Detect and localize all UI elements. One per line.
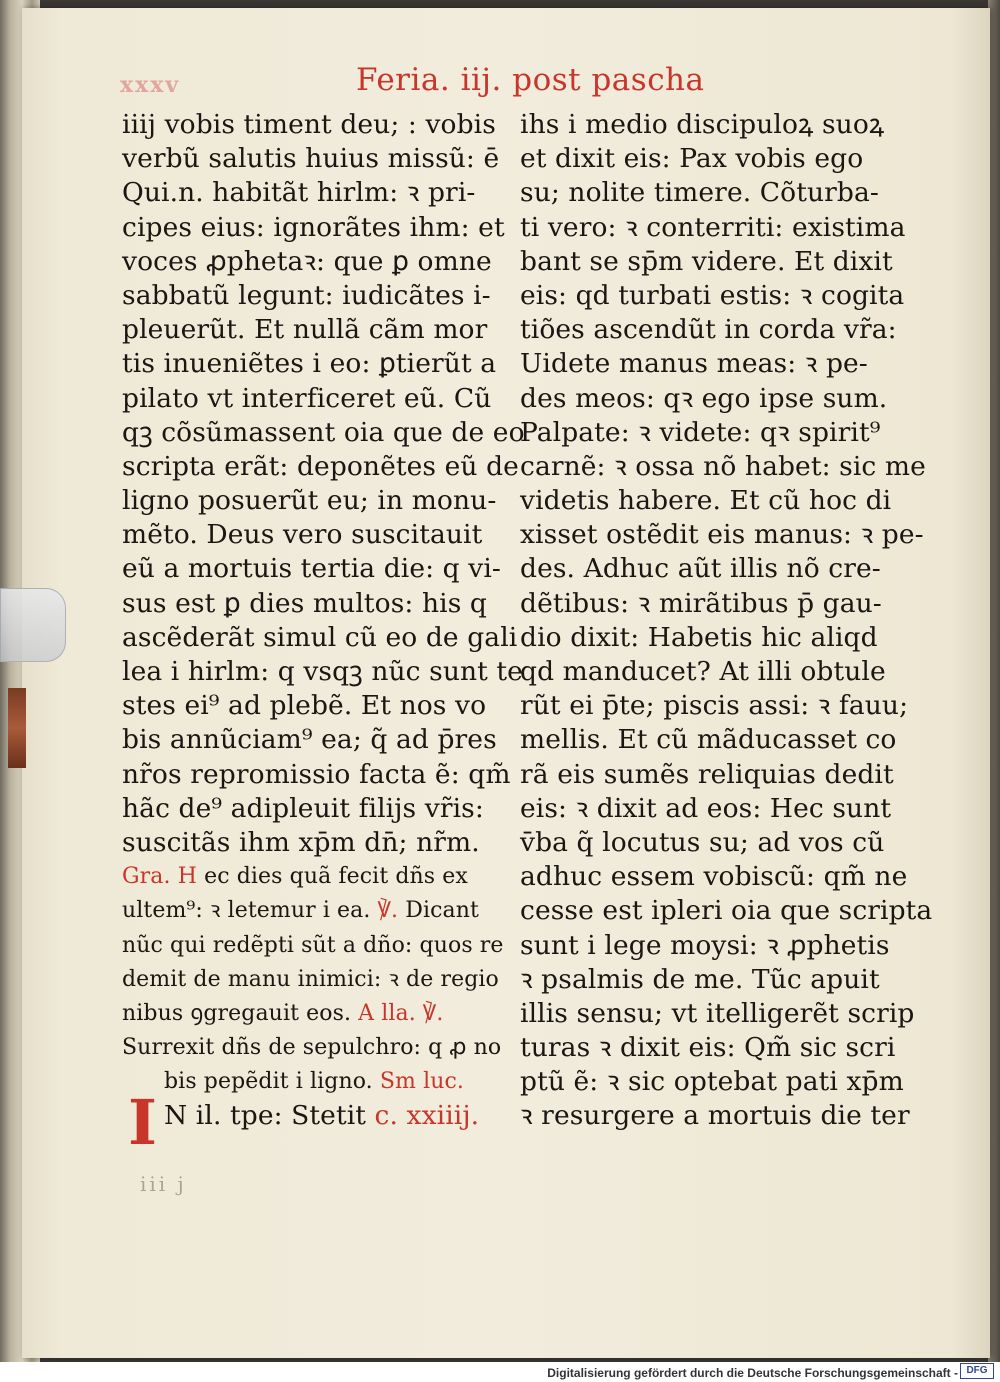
line-text: illis sensu; vt itelligerẽt scrip (520, 997, 915, 1029)
line-text: qꝫ cõsũmassent oia que de eo (122, 416, 525, 448)
line-text: mellis. Et cũ mãducasset co (520, 724, 897, 756)
text-line (122, 313, 517, 347)
text-line (122, 382, 517, 416)
rubric-text: Gra. H (122, 864, 197, 890)
line-text: pilato vt interficeret eũ. Cũ (122, 382, 492, 414)
text-line (520, 1031, 915, 1065)
line-text: Dicant (398, 898, 479, 924)
line-text: Qui.n. habitãt hirlm: ꝛ pri- (122, 177, 476, 209)
signature-mark: iii j (140, 1172, 187, 1196)
folio-number: xxxv (120, 72, 181, 98)
bookmark-tab (0, 588, 66, 662)
text-line (122, 1065, 517, 1099)
text-line (520, 313, 915, 347)
text-line (520, 450, 926, 484)
text-line (122, 723, 517, 757)
line-text: eis: ꝛ dixit ad eos: Hec sunt (520, 792, 892, 824)
line-text: ꝛ psalmis de me. Tũc apuit (520, 963, 880, 995)
text-line (122, 997, 517, 1031)
text-line (520, 142, 915, 176)
text-line (122, 518, 517, 552)
text-line (122, 484, 517, 518)
line-text: iiij vobis timent deu; : vobis (122, 109, 496, 140)
line-text: xisset ostẽdit eis manus: ꝛ pe- (520, 519, 924, 551)
binding-strap (8, 688, 26, 768)
text-line (122, 108, 517, 142)
text-line (520, 518, 924, 552)
line-text: bant se sp̄m videre. Et dixit (520, 245, 893, 277)
text-line (520, 587, 915, 621)
line-text: N il. tpe: Stetit (164, 1100, 375, 1132)
line-text: ihs i medio discipuloꝝ suoꝝ (520, 109, 885, 140)
text-line (520, 894, 933, 928)
text-line (122, 1031, 517, 1065)
line-text: qd manducet? At illi obtule (520, 656, 886, 687)
line-text: ultem⁹: ꝛ letemur i ea. (122, 898, 378, 924)
rubric-text: c. xxiiij. (374, 1100, 480, 1132)
line-text: ligno posuerũt eu; in monu- (122, 485, 497, 517)
text-line (520, 997, 915, 1031)
line-text: sunt i lege moysi: ꝛ ꝓphetis (520, 929, 890, 961)
text-line (520, 758, 915, 792)
text-line (122, 211, 517, 245)
line-text: sabbatũ legunt: iudicãtes i- (122, 279, 491, 311)
line-text: verbũ salutis huius missũ: ē (122, 143, 500, 175)
line-text: nũc qui redẽpti sũt a dño: quos re (122, 932, 504, 958)
line-text: des meos: qꝛ ego ipse sum. (520, 382, 888, 414)
text-line (520, 929, 915, 963)
text-line (122, 894, 517, 928)
line-text: ptũ ẽ: ꝛ sic optebat pati xp̄m (520, 1066, 904, 1098)
text-line (520, 176, 915, 210)
text-line (520, 792, 915, 826)
line-text: nr̃os repromissio facta ẽ: qm̃ (122, 758, 511, 790)
text-line (122, 826, 517, 860)
text-line (520, 689, 915, 723)
line-text: sus est ꝑ dies multos: his q (122, 587, 487, 619)
line-text: suscitãs ihm xp̄m dn̄; nr̃m. (122, 826, 480, 858)
line-text: Palpate: ꝛ videte: qꝛ spirit⁹ (520, 416, 881, 448)
line-text: dio dixit: Habetis hic aliqd (520, 621, 878, 653)
line-text: rũt ei p̄te; piscis assi: ꝛ fauu; (520, 690, 909, 722)
rubric-text: ℣. (377, 898, 399, 924)
text-line (520, 621, 915, 655)
line-text: ec dies quã fecit dñs ex (196, 864, 468, 890)
text-line (122, 792, 517, 826)
line-text: rã eis sumẽs reliquias dedit (520, 758, 894, 790)
text-line (520, 211, 915, 245)
line-text: mẽto. Deus vero suscitauit (122, 519, 483, 551)
line-text: demit de manu inimici: ꝛ de regio (122, 966, 499, 992)
text-line (122, 621, 517, 655)
line-text: pleuerũt. Et nullã cãm mor (122, 314, 488, 346)
text-line (520, 245, 915, 279)
text-line (122, 587, 517, 621)
text-line (122, 929, 517, 963)
line-text: tiões ascendũt in corda vr̃a: (520, 314, 897, 346)
line-text: turas ꝛ dixit eis: Qm̃ sic scri (520, 1032, 896, 1064)
line-text: eis: qd turbati estis: ꝛ cogita (520, 279, 905, 311)
line-text: adhuc essem vobiscũ: qm̃ ne (520, 861, 908, 893)
dfg-logo: DFG (960, 1363, 994, 1379)
line-text: cesse est ipleri oia que scripta (520, 895, 933, 927)
text-line (122, 416, 525, 450)
text-line (122, 963, 517, 997)
text-line (520, 279, 915, 313)
line-text: stes ei⁹ ad plebẽ. Et nos vo (122, 690, 487, 722)
line-text: scripta erãt: deponẽtes eũ de (122, 450, 519, 482)
line-text: ascẽderãt simul cũ eo de gali (122, 621, 518, 653)
line-text: tis inueniẽtes i eo: ꝑtierũt a (122, 348, 497, 380)
line-text: dẽtibus: ꝛ mirãtibus p̄ gau- (520, 587, 882, 619)
line-text: ti vero: ꝛ conterriti: existima (520, 211, 906, 243)
text-line (520, 1099, 915, 1133)
rubric-text: Sm luc. (379, 1069, 465, 1095)
line-text: Uidete manus meas: ꝛ pe- (520, 348, 868, 380)
right-text-column (520, 108, 933, 1134)
line-text: nibus ꝯgregauit eos. (122, 1000, 359, 1026)
text-line (122, 245, 517, 279)
text-line (520, 416, 915, 450)
text-line (520, 382, 915, 416)
line-text: et dixit eis: Pax vobis ego (520, 143, 864, 175)
text-line (520, 484, 915, 518)
text-line (122, 279, 517, 313)
text-line (520, 723, 915, 757)
text-line (122, 552, 517, 586)
line-text: voces ꝓphetaꝛ: que ꝑ omne (122, 245, 492, 277)
text-line (122, 689, 517, 723)
line-text: v̄ba q̃ locutus su; ad vos cũ (520, 826, 885, 858)
line-text: hãc de⁹ adipleuit filijs vr̃is: (122, 792, 484, 824)
line-text: bis annũciam⁹ ea; q̃ ad p̄res (122, 724, 497, 756)
line-text: des. Adhuc aũt illis nõ cre- (520, 553, 881, 585)
text-line (520, 108, 915, 142)
text-line (520, 860, 915, 894)
text-line (122, 176, 517, 210)
line-text: ꝛ resurgere a mortuis die ter (520, 1100, 910, 1132)
text-line (520, 655, 915, 689)
rubric-text: A lla. ℣. (358, 1000, 444, 1026)
text-line (122, 142, 517, 176)
line-text: carnẽ: ꝛ ossa nõ habet: sic me (520, 450, 926, 482)
text-line (122, 860, 517, 894)
text-line (520, 1065, 915, 1099)
left-text-column (122, 108, 525, 1134)
text-line (520, 347, 915, 381)
line-text: eũ a mortuis tertia die: q vi- (122, 553, 501, 585)
text-line (520, 963, 915, 997)
funding-credit: Digitalisierung gefördert durch die Deutsche Forschungsgemeinschaft - (547, 1366, 958, 1380)
initial-letter: I (128, 1086, 158, 1159)
text-line (122, 1099, 517, 1133)
text-line (122, 655, 523, 689)
line-text: Surrexit dñs de sepulchro: q ꝓ no (122, 1035, 502, 1061)
running-heading: Feria. iij. post pascha (356, 62, 705, 98)
line-text: videtis habere. Et cũ hoc di (520, 485, 892, 517)
text-line (520, 552, 915, 586)
line-text: cipes eius: ignorãtes ihm: et (122, 211, 505, 243)
footer-bar (0, 1362, 1000, 1382)
line-text: su; nolite timere. Cõturba- (520, 177, 879, 209)
line-text: bis pepẽdit i ligno. (164, 1069, 380, 1095)
line-text: lea i hirlm: q vsqꝫ nũc sunt te (122, 656, 523, 687)
text-line (520, 826, 915, 860)
text-line (122, 347, 517, 381)
text-line (122, 450, 517, 484)
text-line (122, 758, 517, 792)
